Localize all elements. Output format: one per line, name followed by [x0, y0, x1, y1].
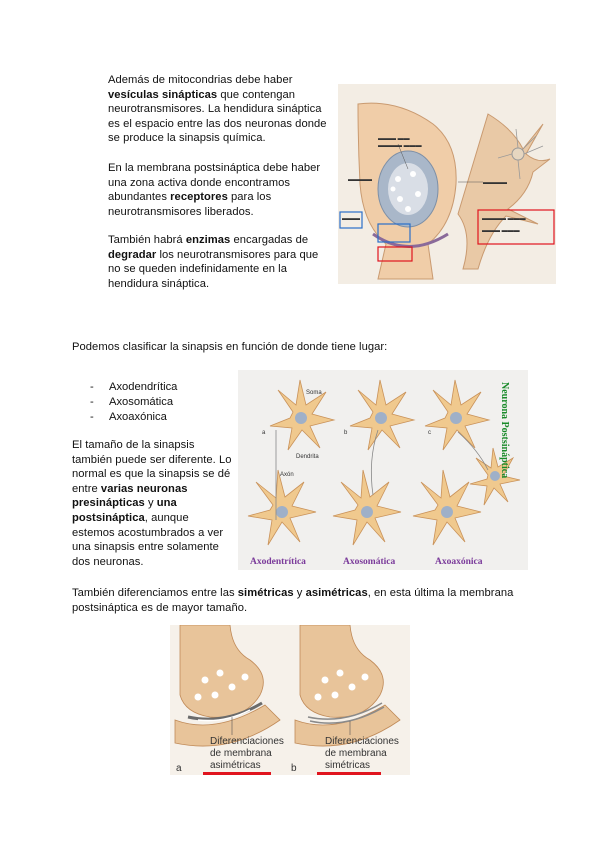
- membrane-differentiation-figure: [170, 625, 410, 775]
- right-caption-line2: de membrana: [325, 748, 387, 759]
- svg-text:▬▬▬▬: ▬▬▬▬: [348, 177, 372, 183]
- term-receptores: receptores: [170, 191, 228, 204]
- term-presinapticas: varias neuronas presinápticas: [72, 482, 188, 510]
- list-item: - Axosomática: [90, 395, 220, 410]
- letter-b: b: [291, 763, 297, 774]
- underline-simetricas: [317, 772, 381, 775]
- list-item: - Axoaxónica: [90, 410, 220, 425]
- list-item: - Axodendrítica: [90, 380, 220, 395]
- letter-c: c: [428, 430, 431, 436]
- term-asimetricas: asimétricas: [305, 587, 368, 599]
- svg-text:▬▬▬▬ ▬▬▬: ▬▬▬▬ ▬▬▬: [482, 216, 526, 222]
- left-caption-line2: de membrana: [210, 748, 272, 759]
- underline-asimetricas: [203, 772, 271, 775]
- svg-text:▬▬▬ ▬▬: ▬▬▬ ▬▬: [378, 136, 410, 142]
- letter-b: b: [344, 430, 348, 436]
- letter-a: a: [262, 430, 266, 436]
- soma-label: Soma: [306, 390, 322, 396]
- caption-axodendritica: Axodentrítica: [250, 557, 306, 567]
- synapse-illustration: [338, 84, 556, 284]
- synapse-figure: [338, 84, 556, 284]
- membrane-illustration: [170, 625, 410, 775]
- postsynaptic-side-label: Neurona Postsináptica: [499, 382, 510, 479]
- left-caption-asimetricas: asimétricas: [210, 760, 261, 771]
- svg-text:▬▬▬▬: ▬▬▬▬: [483, 180, 507, 186]
- caption-axosomatica: Axosomática: [343, 557, 396, 567]
- svg-text:▬▬▬: ▬▬▬: [342, 216, 360, 222]
- svg-text:▬▬▬▬ ▬▬▬: ▬▬▬▬ ▬▬▬: [378, 143, 422, 149]
- right-caption-line1: Diferenciaciones: [325, 736, 399, 747]
- term-postsinaptica: una postsináptica: [72, 497, 177, 524]
- caption-axoaxonica: Axoaxónica: [435, 557, 483, 567]
- paragraph-symmetry: También diferenciamos entre las simétricas y asimétricas, en esta última la membrana postsináptica es de mayor tamaño.: [72, 587, 514, 614]
- synapse-types-illustration: [238, 370, 528, 570]
- classification-intro: Podemos clasificar la sinapsis en función de donde tiene lugar:: [72, 341, 388, 353]
- paragraph-enzimas: También habrá enzimas encargadas de degradar los neurotransmisores para que no se queden indefinidamente en la hendidura sináptica.: [108, 234, 319, 290]
- paragraph-vesiculas: Además de mitocondrias debe haber vesículas sinápticas que contengan neurotransmisores. La hendidura sináptica es el espacio entre las dos neuronas donde se produce la sinapsis química.: [108, 74, 327, 145]
- left-caption-line1: Diferenciaciones: [210, 736, 284, 747]
- synapse-types-list: [90, 380, 220, 424]
- axon-label: Axón: [280, 472, 294, 478]
- term-degradar: degradar: [108, 248, 157, 261]
- right-caption-simetricas: simétricas: [325, 760, 371, 771]
- term-vesiculas: vesículas sinápticas: [108, 88, 218, 101]
- paragraph-size: El tamaño de la sinapsis también puede ser diferente. Lo normal es que la sinapsis se dé entre varias neuronas presinápticas y una postsináptica, aunque estemos acostumbrados a ver una sinapsis entre solamente dos neuronas.: [72, 439, 232, 568]
- synapse-types-figure: [238, 370, 528, 570]
- letter-a: a: [176, 763, 182, 774]
- term-enzimas: enzimas: [185, 234, 231, 246]
- svg-text:▬▬▬ ▬▬▬: ▬▬▬ ▬▬▬: [482, 228, 520, 234]
- term-simetricas: simétricas: [237, 587, 294, 599]
- paragraph-receptores: En la membrana postsináptica debe haber una zona activa donde encontramos abundantes receptores para los neurotransmisores liberados.: [108, 162, 321, 218]
- dendrita-label: Dendrita: [296, 454, 319, 460]
